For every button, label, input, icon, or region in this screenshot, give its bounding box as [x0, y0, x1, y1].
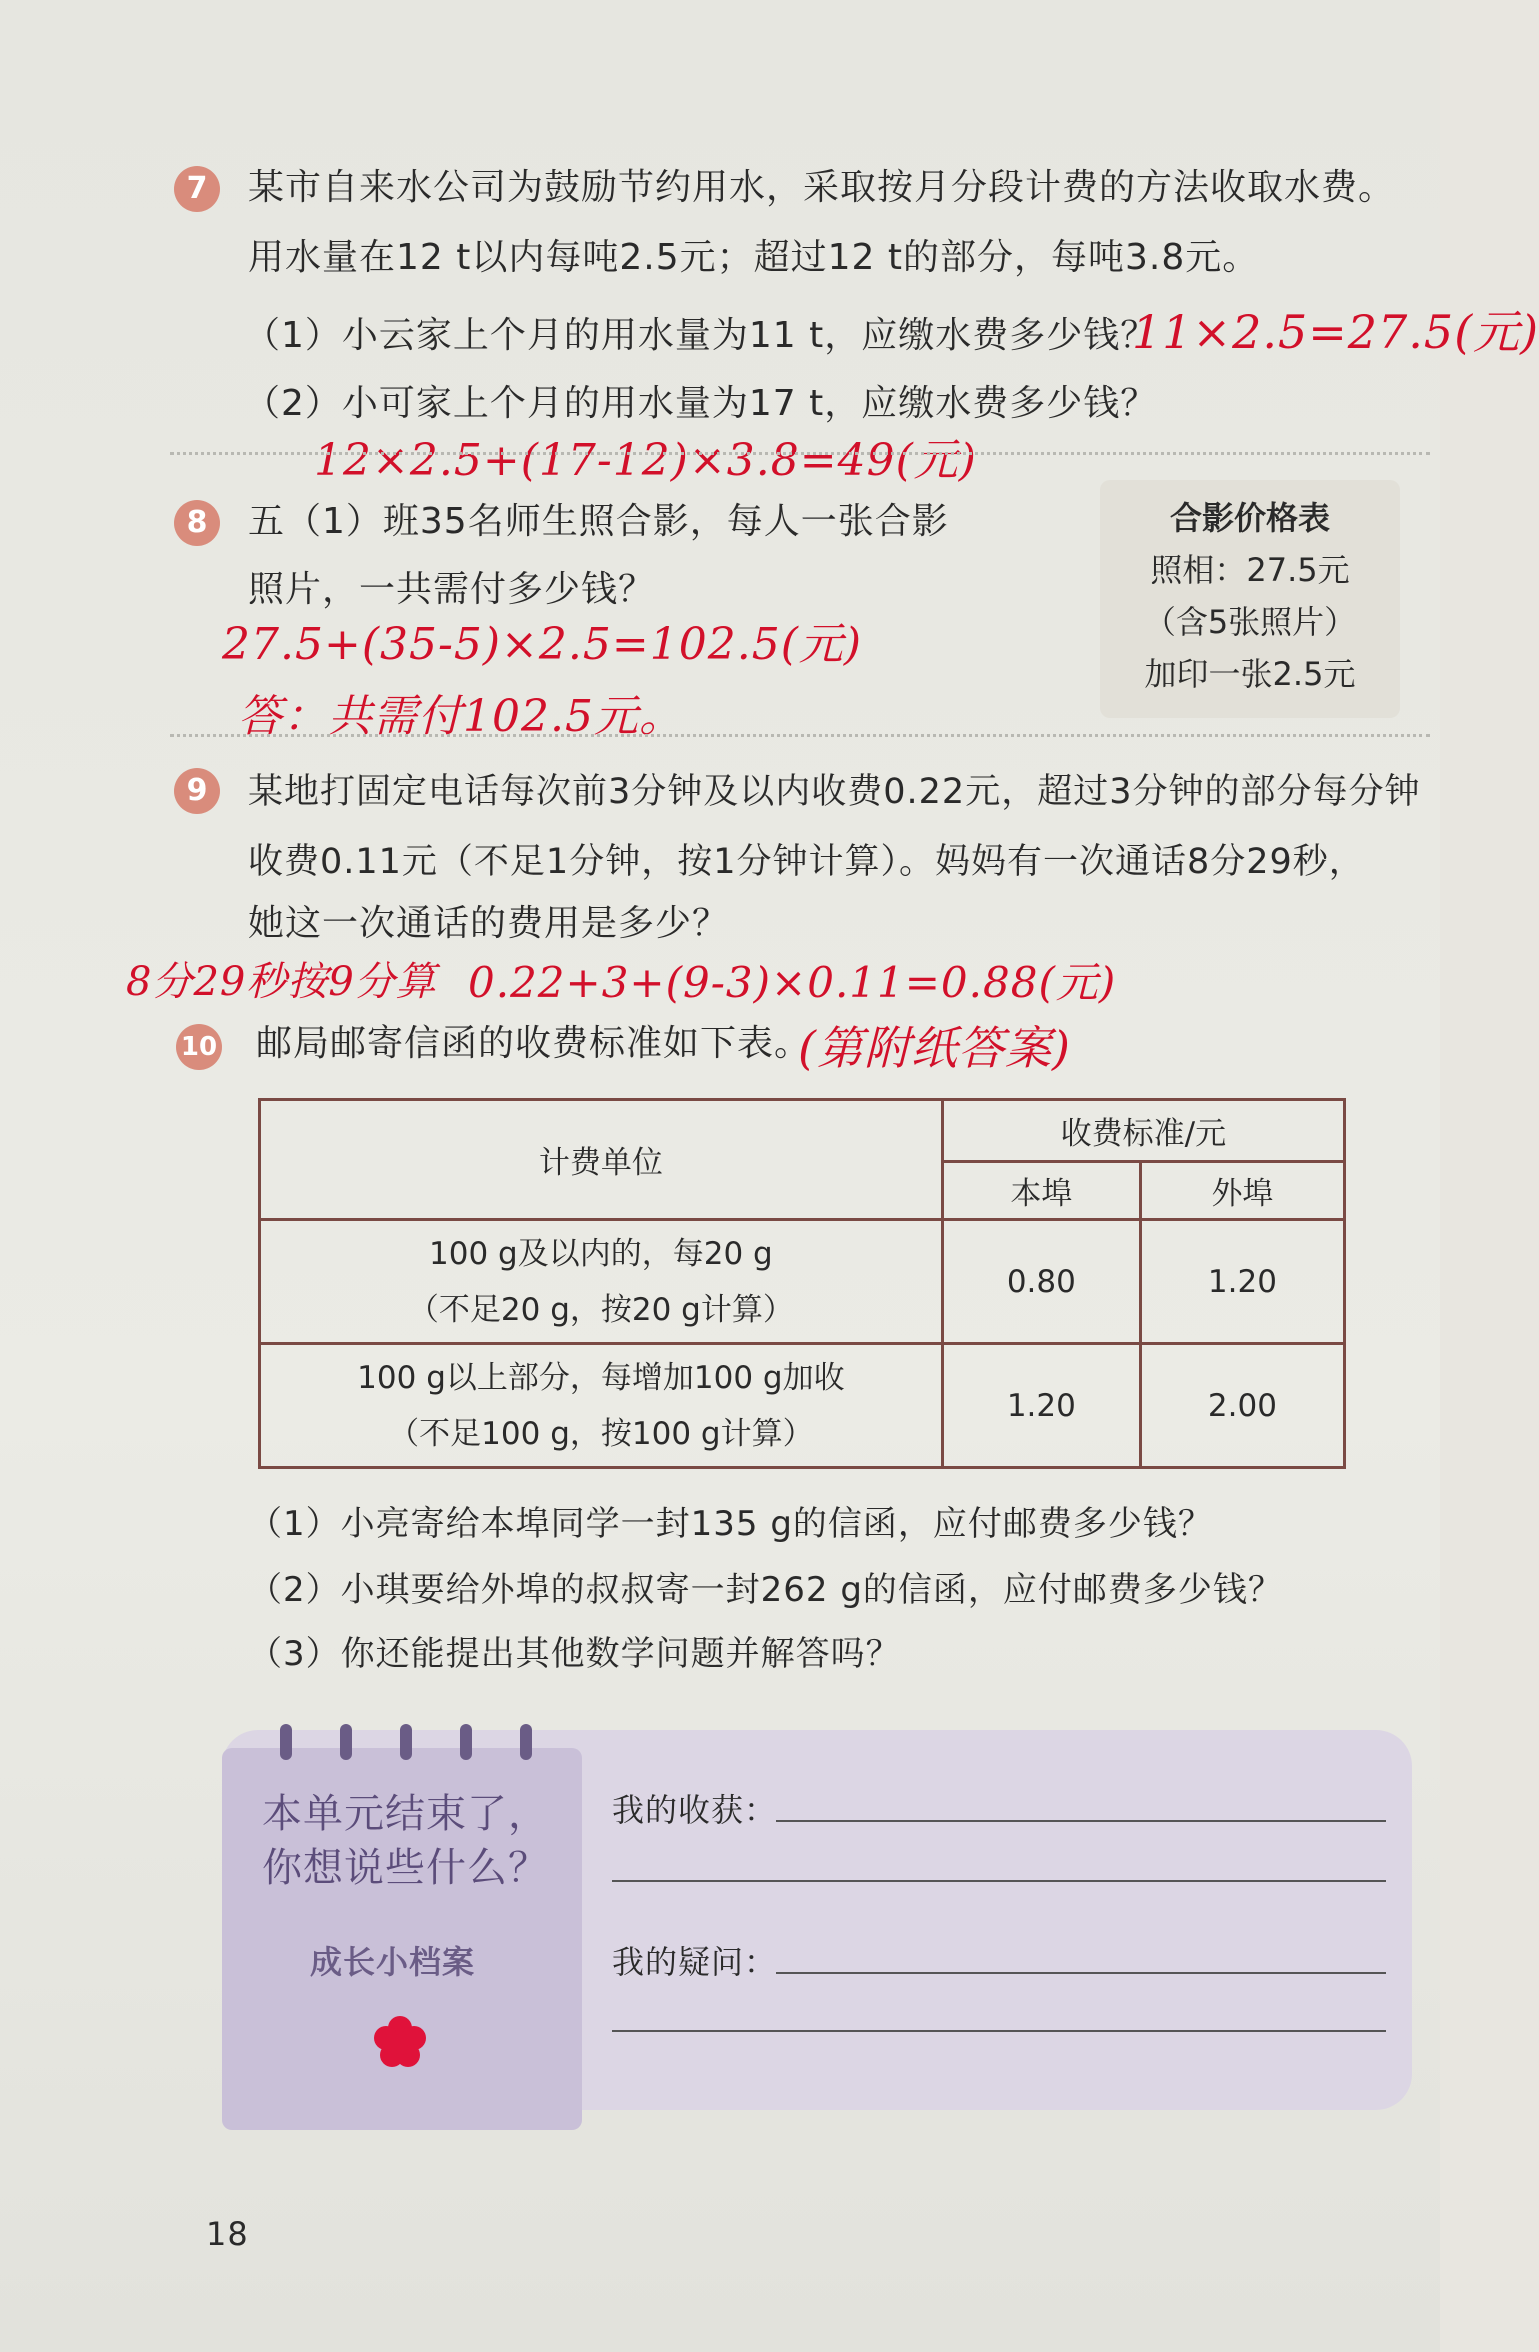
local-rate: 0.80: [942, 1220, 1140, 1344]
binder-ring: [340, 1724, 352, 1760]
problem-10-question-2: （2）小琪要给外埠的叔叔寄一封262 g的信函，应付邮费多少钱？: [248, 1570, 1283, 1610]
card-line: 你想说些什么？: [262, 1845, 549, 1891]
writing-line[interactable]: [612, 2030, 1386, 2032]
writing-line[interactable]: [776, 1972, 1386, 1974]
unit-line: 100 g及以内的，每20 g: [429, 1235, 773, 1272]
handwritten-answer: 27.5+(35-5)×2.5=102.5(元): [222, 619, 863, 670]
photo-price-table: [1100, 480, 1400, 718]
postage-rate-table: [258, 1098, 1346, 1469]
problem-number-badge: 10: [176, 1024, 222, 1070]
flower-icon: [372, 2014, 428, 2070]
problem-number-badge: 7: [174, 166, 220, 212]
page-number: 18: [206, 2215, 249, 2253]
header-unit: 计费单位: [260, 1100, 943, 1220]
unit-line: （不足100 g，按100 g计算）: [388, 1415, 814, 1452]
questions-label: 我的疑问：: [612, 1943, 778, 1981]
problem-9-line-1: 某地打固定电话每次前3分钟及以内收费0.22元，超过3分钟的部分每分钟: [248, 772, 1421, 812]
problem-10-line-1: 邮局邮寄信函的收费标准如下表。: [256, 1023, 812, 1064]
header-standard: 收费标准/元: [942, 1100, 1344, 1162]
problem-number-badge: 8: [174, 500, 220, 546]
header-local: 本埠: [942, 1162, 1140, 1220]
binder-ring: [400, 1724, 412, 1760]
unit-line: 100 g以上部分，每增加100 g加收: [357, 1359, 845, 1396]
section-divider: [170, 452, 1430, 455]
problem-9-line-2: 收费0.11元（不足1分钟，按1分钟计算）。妈妈有一次通话8分29秒，: [248, 842, 1365, 882]
gains-label: 我的收获：: [612, 1791, 778, 1829]
other-rate: 2.00: [1140, 1344, 1344, 1468]
section-divider: [170, 734, 1430, 737]
problem-7-question-1: （1）小云家上个月的用水量为11 t，应缴水费多少钱？: [244, 315, 1158, 356]
price-line: （含5张照片）: [1143, 603, 1357, 641]
problem-10-question-1: （1）小亮寄给本埠同学一封135 g的信函，应付邮费多少钱？: [248, 1504, 1213, 1544]
handwritten-answer: 12×2.5+(17-12)×3.8=49(元): [314, 435, 977, 486]
unit-cell: [260, 1344, 943, 1468]
problem-7-line-2: 用水量在12 t以内每吨2.5元；超过12 t的部分，每吨3.8元。: [248, 237, 1260, 278]
binder-ring: [280, 1724, 292, 1760]
handwritten-answer: 0.22+3+(9-3)×0.11=0.88(元): [468, 958, 1117, 1007]
price-table-title: 合影价格表: [1169, 499, 1330, 537]
card-line: 本单元结束了，: [262, 1791, 549, 1837]
header-other: 外埠: [1140, 1162, 1344, 1220]
handwritten-answer: 答：共需付102.5元。: [238, 691, 684, 742]
problem-8-line-1: 五（1）班35名师生照合影，每人一张合影: [248, 501, 949, 542]
table-row: [260, 1344, 1345, 1468]
handwritten-note: 8分29秒按9分算: [126, 959, 437, 1005]
problem-number-badge: 9: [174, 768, 220, 814]
local-rate: 1.20: [942, 1344, 1140, 1468]
problem-7-line-1: 某市自来水公司为鼓励节约用水，采取按月分段计费的方法收取水费。: [248, 167, 1396, 208]
handwritten-note: (第附纸答案): [798, 1021, 1071, 1075]
price-line: 加印一张2.5元: [1144, 655, 1356, 693]
writing-line[interactable]: [776, 1820, 1386, 1822]
problem-10-question-3: （3）你还能提出其他数学问题并解答吗？: [248, 1634, 901, 1674]
problem-9-line-3: 她这一次通话的费用是多少？: [248, 903, 730, 944]
card-subtitle: 成长小档案: [310, 1943, 476, 1981]
handwritten-answer: 11×2.5=27.5(元): [1132, 305, 1539, 359]
binder-ring: [460, 1724, 472, 1760]
other-rate: 1.20: [1140, 1220, 1344, 1344]
table-row: [260, 1220, 1345, 1344]
problem-8-line-2: 照片，一共需付多少钱？: [248, 569, 656, 610]
writing-line[interactable]: [612, 1880, 1386, 1882]
unit-cell: [260, 1220, 943, 1344]
price-line: 照相：27.5元: [1150, 551, 1350, 589]
binder-ring: [520, 1724, 532, 1760]
problem-7-question-2: （2）小可家上个月的用水量为17 t，应缴水费多少钱？: [244, 383, 1158, 424]
unit-line: （不足20 g，按20 g计算）: [407, 1291, 794, 1328]
